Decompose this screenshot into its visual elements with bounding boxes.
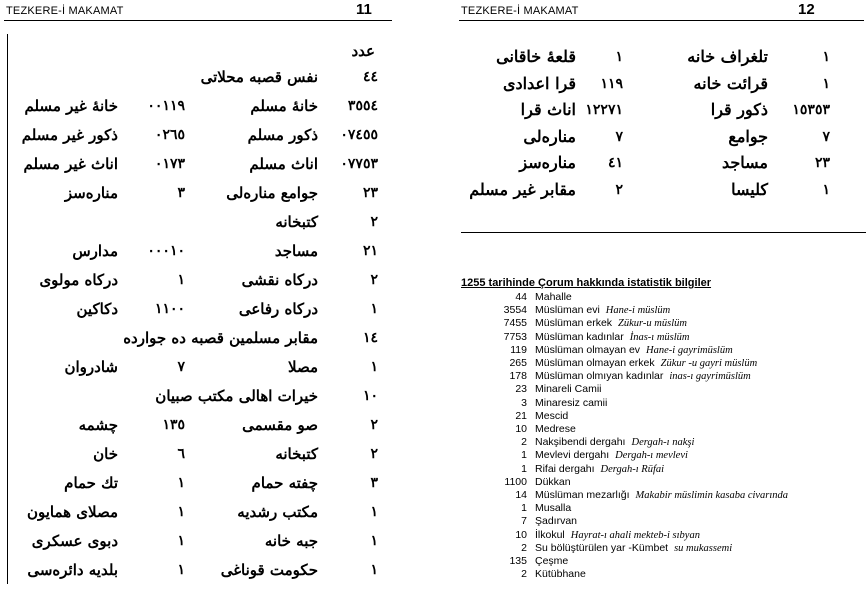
stats-ottoman-term: Zükur -u gayri müslüm (660, 358, 758, 369)
left-row-item-2: تك حمام (64, 474, 118, 492)
left-row-count: ١ (370, 562, 378, 578)
right-row-count-2: ١ (615, 49, 623, 65)
stats-count: 3554 (503, 304, 527, 317)
stats-description (535, 436, 694, 449)
stats-description (535, 476, 571, 489)
stats-turkish-term: İlkokul (535, 528, 565, 541)
right-row-item-2: قرا اعدادى (503, 73, 576, 93)
stats-turkish-term: Su bölüştürülen yar -Kümbet (535, 541, 669, 554)
stats-turkish-term: Çeşme (535, 555, 569, 567)
stats-turkish-term: Müslüman evi (535, 304, 600, 317)
left-row-item: صو مقسمى (242, 416, 318, 434)
stats-turkish-term: Musalla (535, 502, 572, 515)
left-row-count-2: ١ (177, 562, 185, 578)
left-row-count-2: ٦ (177, 446, 185, 462)
stats-count: 44 (515, 291, 527, 303)
right-row-item-2: منارەلى (523, 126, 576, 146)
left-row-count: ١٤ (362, 330, 378, 346)
left-row-count-2: ١ (177, 272, 185, 288)
left-row-item: مكتب رشديه (237, 503, 318, 521)
stats-description (535, 397, 607, 410)
stats-description (535, 568, 586, 581)
stats-title: 1255 tarihinde Çorum hakkında istatistik bilgiler (461, 277, 712, 289)
left-row-item: خيرات اهالى مكتب صبيان (155, 387, 318, 405)
left-row-item-2: مصلاى همايون (26, 503, 118, 521)
left-row-item: دركاه نقشى (241, 271, 318, 289)
left-row-count-2: ٣ (177, 185, 185, 201)
stats-description (535, 423, 576, 436)
left-row-count: ١ (370, 359, 378, 375)
right-row-item: جوامع (728, 126, 768, 146)
stats-count: 1 (521, 502, 527, 515)
left-row-item: ذكور مسلم (247, 126, 318, 144)
left-row-count-2: ٧ (177, 359, 185, 375)
stats-count: 1 (521, 462, 527, 475)
stats-turkish-term: Şadırvan (535, 515, 578, 528)
stats-description (535, 515, 577, 528)
stats-description (535, 410, 568, 423)
stats-ottoman-term: Zükur-u müslüm (618, 318, 687, 330)
stats-description (535, 529, 700, 542)
left-row-count-2: ٠٠٠١٠ (147, 243, 185, 259)
left-row-count: ٣٥٥٤ (347, 98, 378, 114)
left-row-item: مصلا (288, 358, 318, 376)
stats-description (535, 383, 602, 396)
left-row-count-2: ٠٠١١٩ (147, 98, 185, 114)
left-row-item-2: چشمه (78, 416, 118, 434)
left-row-item: اناث مسلم (249, 155, 318, 173)
stats-ottoman-term: Makabir müslimin kasaba civarında (635, 490, 789, 501)
stats-count: 2 (521, 568, 527, 581)
left-row-count: ٢ (370, 446, 378, 462)
right-row-count-2: ٤١ (607, 155, 623, 171)
stats-turkish-term: Kütübhane (535, 568, 586, 581)
right-row-count-2: ١٢٢٧١ (585, 102, 623, 118)
left-row-count: ٠٧٧٥٣ (340, 156, 378, 172)
stats-turkish-term: Dükkan (535, 475, 571, 488)
left-row-count-2: ٠١٧٣ (154, 156, 185, 172)
stats-count: 2 (521, 436, 527, 449)
left-row-count: ٠٧٤٥٥ (340, 127, 378, 143)
stats-description (535, 304, 670, 317)
left-row-count: ٢ (370, 214, 378, 230)
left-page-number: 11 (356, 1, 372, 18)
right-page-number: 12 (798, 1, 815, 18)
stats-turkish-term: Mevlevi dergahı (535, 449, 610, 462)
right-row-item: ذكور قرا (710, 100, 768, 119)
left-row-count-2: ١ (177, 533, 185, 549)
stats-turkish-term: Müslüman erkek (535, 317, 613, 330)
right-row-count-2: ١١٩ (600, 75, 623, 92)
stats-ottoman-term: Hane-i müslüm (605, 305, 671, 317)
right-row-count: ١ (822, 181, 830, 198)
stats-description (535, 555, 568, 568)
stats-count: 135 (509, 555, 527, 567)
left-row-item-2: منارەسز (64, 184, 118, 202)
stats-description (535, 370, 751, 383)
stats-ottoman-term: Dergah-ı nakşi (631, 437, 695, 449)
stats-description (535, 357, 757, 370)
left-row-item: مساجد (274, 242, 318, 260)
stats-description (535, 449, 688, 462)
stats-description (535, 489, 788, 502)
left-row-item-2: بلديه دائرەسى (27, 561, 118, 579)
stats-count: 2 (521, 541, 527, 554)
left-row-count: ٣ (370, 475, 378, 491)
right-row-item: تلغراف خانه (687, 47, 768, 66)
stats-description (535, 542, 732, 555)
stats-turkish-term: Müslüman olmayan erkek (535, 357, 655, 369)
stats-count: 3 (521, 396, 527, 409)
stats-ottoman-term: Hane-i gayrimüslüm (646, 344, 733, 356)
stats-ottoman-term: Hayrat-ı ahali mekteb-i sıbyan (570, 529, 700, 541)
left-row-item: دركاه رفاعى (238, 300, 318, 318)
left-row-count-2: ١ (177, 475, 185, 491)
left-row-item: مقابر مسلمين قصبه دە جوارده (123, 329, 318, 347)
stats-count: 7455 (503, 317, 527, 330)
left-page (0, 0, 400, 611)
right-row-count: ١٥٣٥٣ (792, 102, 830, 118)
stats-description (535, 344, 733, 357)
right-row-count-2: ٢ (615, 181, 623, 198)
stats-description (535, 502, 571, 515)
left-column-head: عدد (351, 42, 375, 60)
right-row-item: كليسا (731, 179, 768, 199)
left-row-count: ١٠ (362, 388, 378, 404)
stats-ottoman-term: İnas-ı müslüm (629, 331, 690, 343)
left-row-count-2: ١٣٥ (162, 417, 185, 433)
left-row-count: ١ (370, 504, 378, 520)
left-running-header: TEZKERE-İ MAKAMAT (6, 5, 124, 17)
stats-turkish-term: Medrese (535, 423, 576, 435)
left-row-item: حكومت قوناغى (220, 561, 318, 579)
right-row-item: قرائت خانه (693, 73, 768, 93)
stats-turkish-term: Nakşibendi dergahı (535, 436, 626, 449)
stats-turkish-term: Minareli Camii (535, 383, 602, 396)
right-section-rule (461, 232, 866, 233)
left-row-item-2: دكاكين (76, 300, 118, 318)
left-row-item-2: مدارس (72, 242, 118, 260)
stats-turkish-term: Mescid (535, 409, 569, 422)
left-row-count-2: ١١٠٠ (154, 301, 185, 317)
stats-count: 265 (509, 357, 527, 369)
left-row-count: ٢ (370, 417, 378, 433)
right-row-item-2: مقابر غير مسلم (469, 179, 576, 199)
left-margin-line (7, 34, 8, 584)
left-row-item: جبه خانه (264, 532, 318, 550)
stats-description (535, 463, 664, 476)
left-row-item-2: ذكور غير مسلم (21, 126, 118, 144)
left-row-item-2: خانۀ غير مسلم (24, 97, 118, 115)
right-row-count: ١ (822, 75, 830, 92)
right-row-count-2: ٧ (615, 128, 623, 145)
right-header-rule (459, 20, 864, 21)
stats-turkish-term: Müslüman olmayan ev (535, 343, 641, 356)
stats-description (535, 317, 687, 330)
stats-count: 10 (515, 528, 527, 541)
left-row-item: نفس قصبه محلاتى (200, 68, 318, 86)
right-row-count: ٧ (822, 128, 830, 145)
left-row-item: خانۀ مسلم (250, 97, 318, 115)
stats-count: 7753 (503, 330, 527, 343)
stats-ottoman-term: Dergah-ı mevlevi (615, 450, 688, 462)
left-row-count: ١ (370, 533, 378, 549)
right-row-count: ١ (822, 49, 830, 65)
left-row-item: جوامع منارەلى (226, 184, 318, 202)
left-row-count-2: ٠٢٦٥ (154, 127, 185, 143)
right-running-header: TEZKERE-İ MAKAMAT (461, 5, 579, 17)
left-row-count: ٢ (370, 272, 378, 288)
right-row-item: مساجد (721, 153, 768, 172)
stats-count: 1 (521, 449, 527, 462)
left-row-item-2: خان (93, 445, 118, 463)
stats-count: 7 (521, 515, 527, 528)
left-row-item: چفته حمام (251, 474, 318, 492)
stats-count: 21 (515, 409, 527, 422)
stats-count: 14 (515, 489, 527, 501)
right-page (455, 0, 868, 611)
right-row-item-2: منارەسز (519, 153, 576, 172)
left-row-item-2: اناث غير مسلم (23, 155, 118, 173)
stats-count: 10 (515, 423, 527, 435)
stats-turkish-term: Müslüman olmıyan kadınlar (535, 370, 664, 383)
left-row-count: ٢١ (362, 243, 378, 259)
stats-count: 23 (515, 383, 527, 396)
stats-turkish-term: Minaresiz camii (535, 396, 608, 409)
stats-count: 1100 (504, 475, 527, 488)
stats-description (535, 291, 572, 304)
stats-turkish-term: Rifai dergahı (535, 462, 595, 475)
left-row-count: ٢٣ (362, 185, 378, 201)
stats-count: 119 (510, 343, 527, 356)
left-row-count: ١ (370, 301, 378, 317)
left-row-item: كتبخانه (275, 213, 318, 231)
left-row-count: ٤٤ (362, 69, 378, 85)
right-row-item-2: اناث قرا (520, 100, 576, 119)
stats-ottoman-term: Dergah-ı Rüfai (600, 463, 665, 475)
left-row-item-2: دركاه مولوى (39, 271, 118, 289)
stats-description (535, 331, 690, 344)
left-row-item-2: شادروان (64, 358, 118, 376)
right-row-count: ٢٣ (814, 155, 830, 171)
stats-turkish-term: Müslüman kadınlar (535, 330, 624, 343)
stats-ottoman-term: su mukassemi (674, 542, 733, 554)
left-row-count-2: ١ (177, 504, 185, 520)
stats-count: 178 (509, 370, 527, 383)
left-row-item-2: دبوى عسكرى (31, 532, 118, 550)
right-row-item-2: قلعۀ خاقانى (496, 47, 576, 66)
stats-turkish-term: Müslüman mezarlığı (535, 489, 630, 501)
left-header-rule (4, 20, 392, 21)
stats-ottoman-term: inas-ı gayrimüslüm (669, 371, 751, 383)
stats-turkish-term: Mahalle (535, 291, 572, 303)
left-row-item: كتبخانه (275, 445, 318, 463)
